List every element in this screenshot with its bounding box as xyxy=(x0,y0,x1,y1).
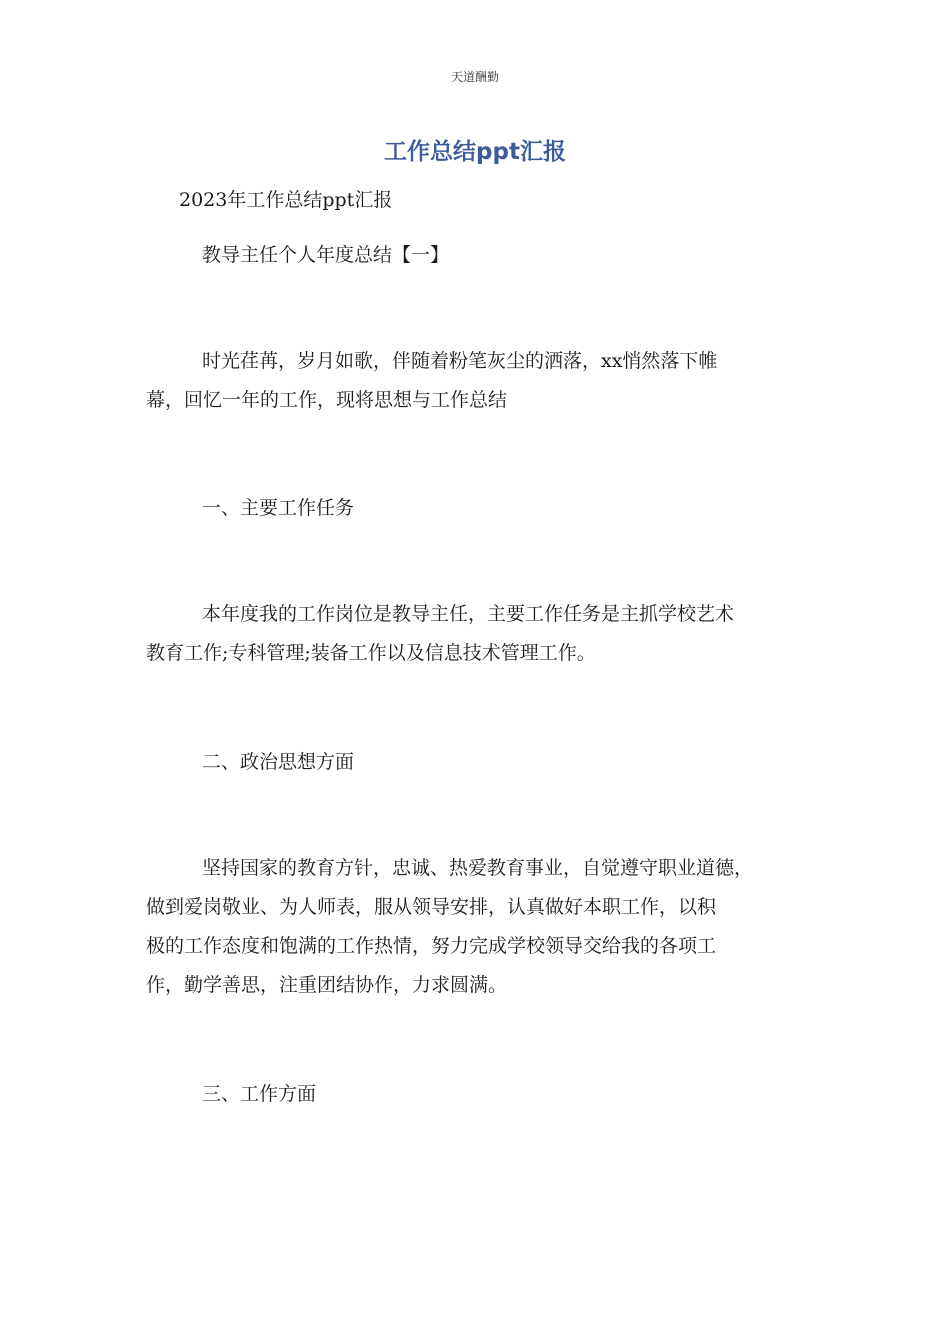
paragraph-line: 坚持国家的教育方针，忠诚、热爱教育事业，自觉遵守职业道德， xyxy=(202,857,754,879)
paragraph-line: 时光荏苒，岁月如歌，伴随着粉笔灰尘的洒落，xx悄然落下帷 xyxy=(202,350,718,372)
paragraph-line: 幕，回忆一年的工作，现将思想与工作总结 xyxy=(146,389,508,411)
political-thought-paragraph xyxy=(146,849,816,1005)
intro-paragraph xyxy=(146,342,816,420)
paragraph-line: 作，勤学善思，注重团结协作，力求圆满。 xyxy=(146,974,508,996)
document-subtitle: 2023年工作总结ppt汇报 xyxy=(179,189,393,211)
main-tasks-paragraph xyxy=(146,595,816,673)
heading-main-tasks: 一、主要工作任务 xyxy=(202,497,355,519)
heading-political-thought: 二、政治思想方面 xyxy=(202,751,355,773)
section-title: 教导主任个人年度总结【一】 xyxy=(202,244,450,266)
page-header: 天道酬勤 xyxy=(450,70,499,84)
paragraph-line: 做到爱岗敬业、为人师表，服从领导安排，认真做好本职工作，以积 xyxy=(146,896,717,918)
paragraph-line: 极的工作态度和饱满的工作热情，努力完成学校领导交给我的各项工 xyxy=(146,935,717,957)
paragraph-line: 本年度我的工作岗位是教导主任，主要工作任务是主抓学校艺术 xyxy=(202,603,735,625)
paragraph-line: 教育工作;专科管理;装备工作以及信息技术管理工作。 xyxy=(146,642,596,664)
heading-work-aspects: 三、工作方面 xyxy=(202,1083,317,1105)
document-title: 工作总结ppt汇报 xyxy=(384,139,566,165)
